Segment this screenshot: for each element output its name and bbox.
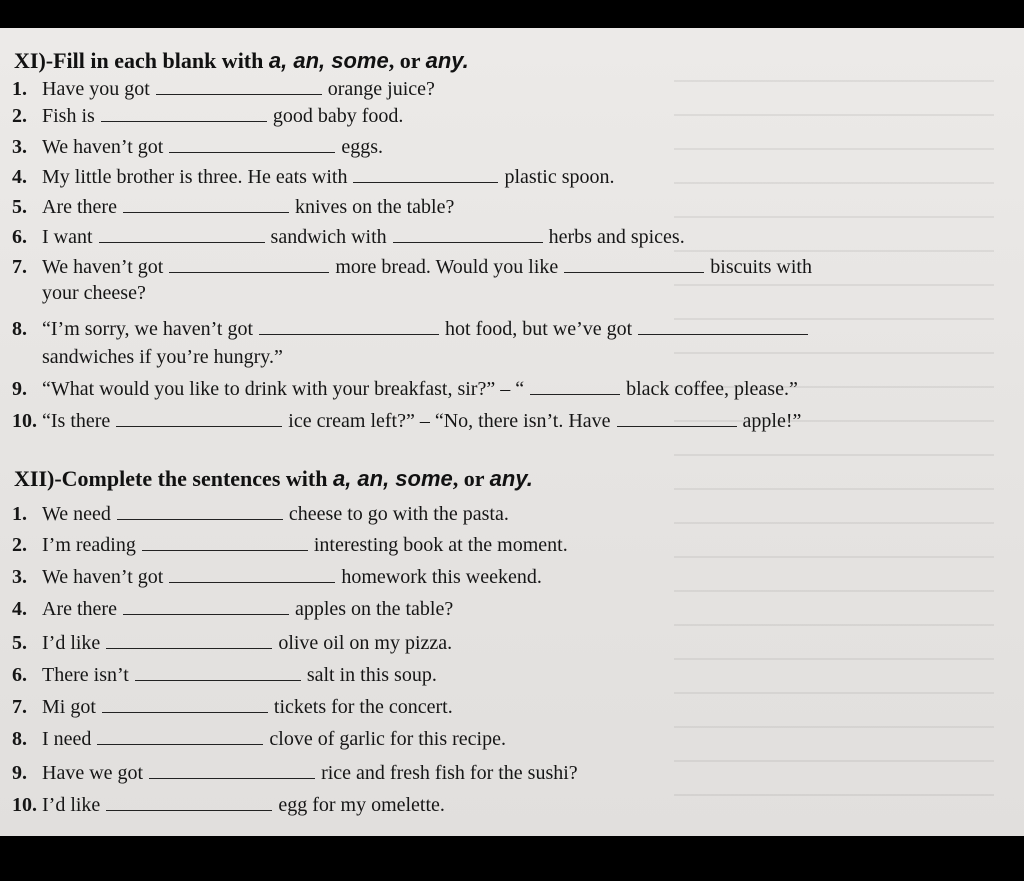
answer-blank[interactable] bbox=[617, 414, 737, 427]
answer-blank[interactable] bbox=[116, 414, 282, 427]
exercise-11-item-10: 10. “Is there ice cream left?” – “No, there isn’t. Have apple!” bbox=[12, 410, 802, 432]
answer-blank[interactable] bbox=[99, 230, 265, 243]
exercise-12-item-9: 9. Have we got rice and fresh fish for the sushi? bbox=[12, 762, 578, 784]
answer-blank[interactable] bbox=[123, 200, 289, 213]
exercise-11-item-5: 5. Are there knives on the table? bbox=[12, 196, 455, 218]
exercise-11-item-3: 3. We haven’t got eggs. bbox=[12, 136, 383, 158]
exercise-11-item-8: 8. “I’m sorry, we haven’t got hot food, but we’ve got bbox=[12, 318, 1004, 341]
exercise-12-item-4: 4. Are there apples on the table? bbox=[12, 598, 454, 620]
answer-blank[interactable] bbox=[530, 382, 620, 395]
answer-blank[interactable] bbox=[169, 140, 335, 153]
exercise-11-item-1: 1. Have you got orange juice? bbox=[12, 78, 435, 100]
answer-blank[interactable] bbox=[142, 538, 308, 551]
exercise-11-item-7: 7. We haven’t got more bread. Would you like biscuits with bbox=[12, 256, 812, 278]
answer-blank[interactable] bbox=[123, 602, 289, 615]
exercise-11-item-7-cont: your cheese? bbox=[42, 282, 146, 304]
section-12-title: XII)-Complete the sentences with a, an, some, or any. bbox=[14, 466, 533, 491]
answer-blank[interactable] bbox=[149, 766, 315, 779]
answer-blank[interactable] bbox=[102, 700, 268, 713]
answer-blank[interactable] bbox=[135, 668, 301, 681]
answer-blank[interactable] bbox=[564, 260, 704, 273]
answer-blank[interactable] bbox=[259, 322, 439, 335]
answer-blank[interactable] bbox=[638, 322, 808, 335]
exercise-12-item-10: 10. I’d like egg for my omelette. bbox=[12, 794, 445, 816]
exercise-11-item-2: 2. Fish is good baby food. bbox=[12, 105, 404, 127]
exercise-11-item-8-cont: sandwiches if you’re hungry.” bbox=[42, 346, 283, 368]
exercise-11-item-4: 4. My little brother is three. He eats with plastic spoon. bbox=[12, 166, 615, 188]
exercise-11-item-6: 6. I want sandwich with herbs and spices. bbox=[12, 226, 685, 248]
answer-blank[interactable] bbox=[106, 636, 272, 649]
answer-blank[interactable] bbox=[169, 260, 329, 273]
answer-blank[interactable] bbox=[353, 170, 498, 183]
exercise-12-item-8: 8. I need clove of garlic for this recipe. bbox=[12, 728, 506, 750]
answer-blank[interactable] bbox=[97, 732, 263, 745]
exercise-12-item-6: 6. There isn’t salt in this soup. bbox=[12, 664, 437, 686]
exercise-11-item-9: 9. “What would you like to drink with your breakfast, sir?” – “ black coffee, please.” bbox=[12, 378, 798, 400]
exercise-12-item-2: 2. I’m reading interesting book at the moment. bbox=[12, 534, 568, 556]
exercise-12-item-5: 5. I’d like olive oil on my pizza. bbox=[12, 632, 453, 654]
answer-blank[interactable] bbox=[169, 570, 335, 583]
answer-blank[interactable] bbox=[106, 798, 272, 811]
answer-blank[interactable] bbox=[393, 230, 543, 243]
answer-blank[interactable] bbox=[117, 507, 283, 520]
answer-blank[interactable] bbox=[156, 82, 322, 95]
exercise-12-item-3: 3. We haven’t got homework this weekend. bbox=[12, 566, 542, 588]
section-11-title: XI)-Fill in each blank with a, an, some, or any. bbox=[14, 48, 469, 73]
exercise-12-item-7: 7. Mi got tickets for the concert. bbox=[12, 696, 453, 718]
worksheet-page bbox=[0, 28, 1024, 836]
answer-blank[interactable] bbox=[101, 109, 267, 122]
exercise-12-item-1: 1. We need cheese to go with the pasta. bbox=[12, 503, 509, 525]
